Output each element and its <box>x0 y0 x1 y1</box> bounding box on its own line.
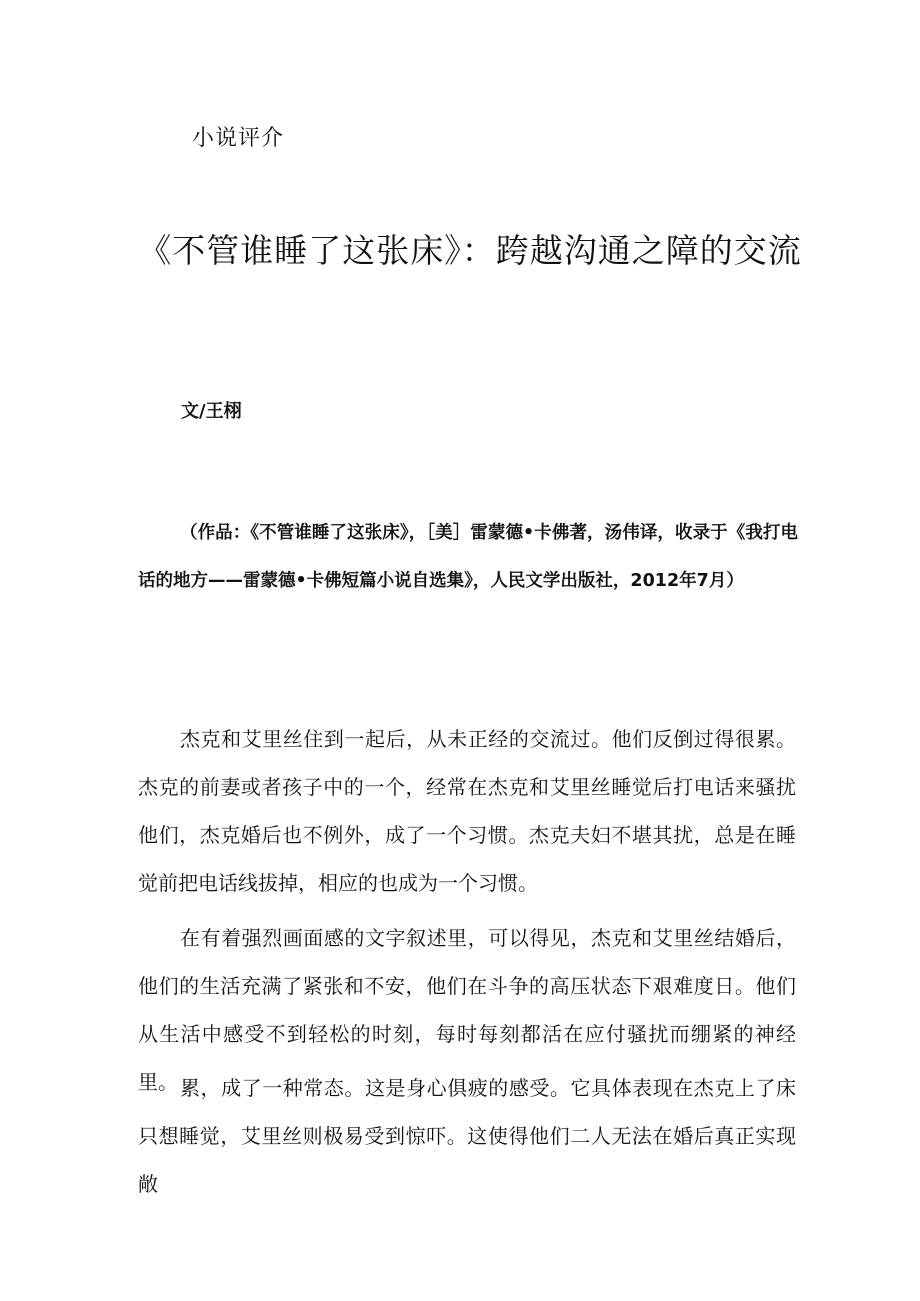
author-byline: 文/王栩 <box>181 401 242 422</box>
category-label: 小说评介 <box>192 126 285 151</box>
work-citation: （作品：《不管谁睡了这张床》，［美］雷蒙德•卡佛著，汤伟译，收录于《我打电话的地方——雷蒙德•卡佛短篇小说自选集》，人民文学出版社，2012年7月） <box>138 523 798 591</box>
body-paragraph: 杰克和艾里丝住到一起后，从未正经的交流过。他们反倒过得很累。杰克的前妻或者孩子中的一个，经常在杰克和艾里丝睡觉后打电话来骚扰他们，杰克婚后也不例外，成了一个习惯。杰克夫妇不堪其扰，总是在睡觉前把电话线拔掉，相应的也成为一个习惯。 <box>138 727 796 895</box>
body-paragraph: 累，成了一种常态。这是身心俱疲的感受。它具体表现在杰克上了床只想睡觉，艾里丝则极易受到惊吓。这使得他们二人无法在婚后真正实现敞 <box>138 1076 796 1196</box>
article-title: 《不管谁睡了这张床》：跨越沟通之障的交流 <box>138 231 802 270</box>
body-paragraph: 在有着强烈画面感的文字叙述里，可以得见，杰克和艾里丝结婚后，他们的生活充满了紧张和不安，他们在斗争的高压状态下艰难度日。他们从生活中感受不到轻松的时刻，每时每刻都活在应付骚扰而绷紧的神经里。 <box>138 926 796 1094</box>
